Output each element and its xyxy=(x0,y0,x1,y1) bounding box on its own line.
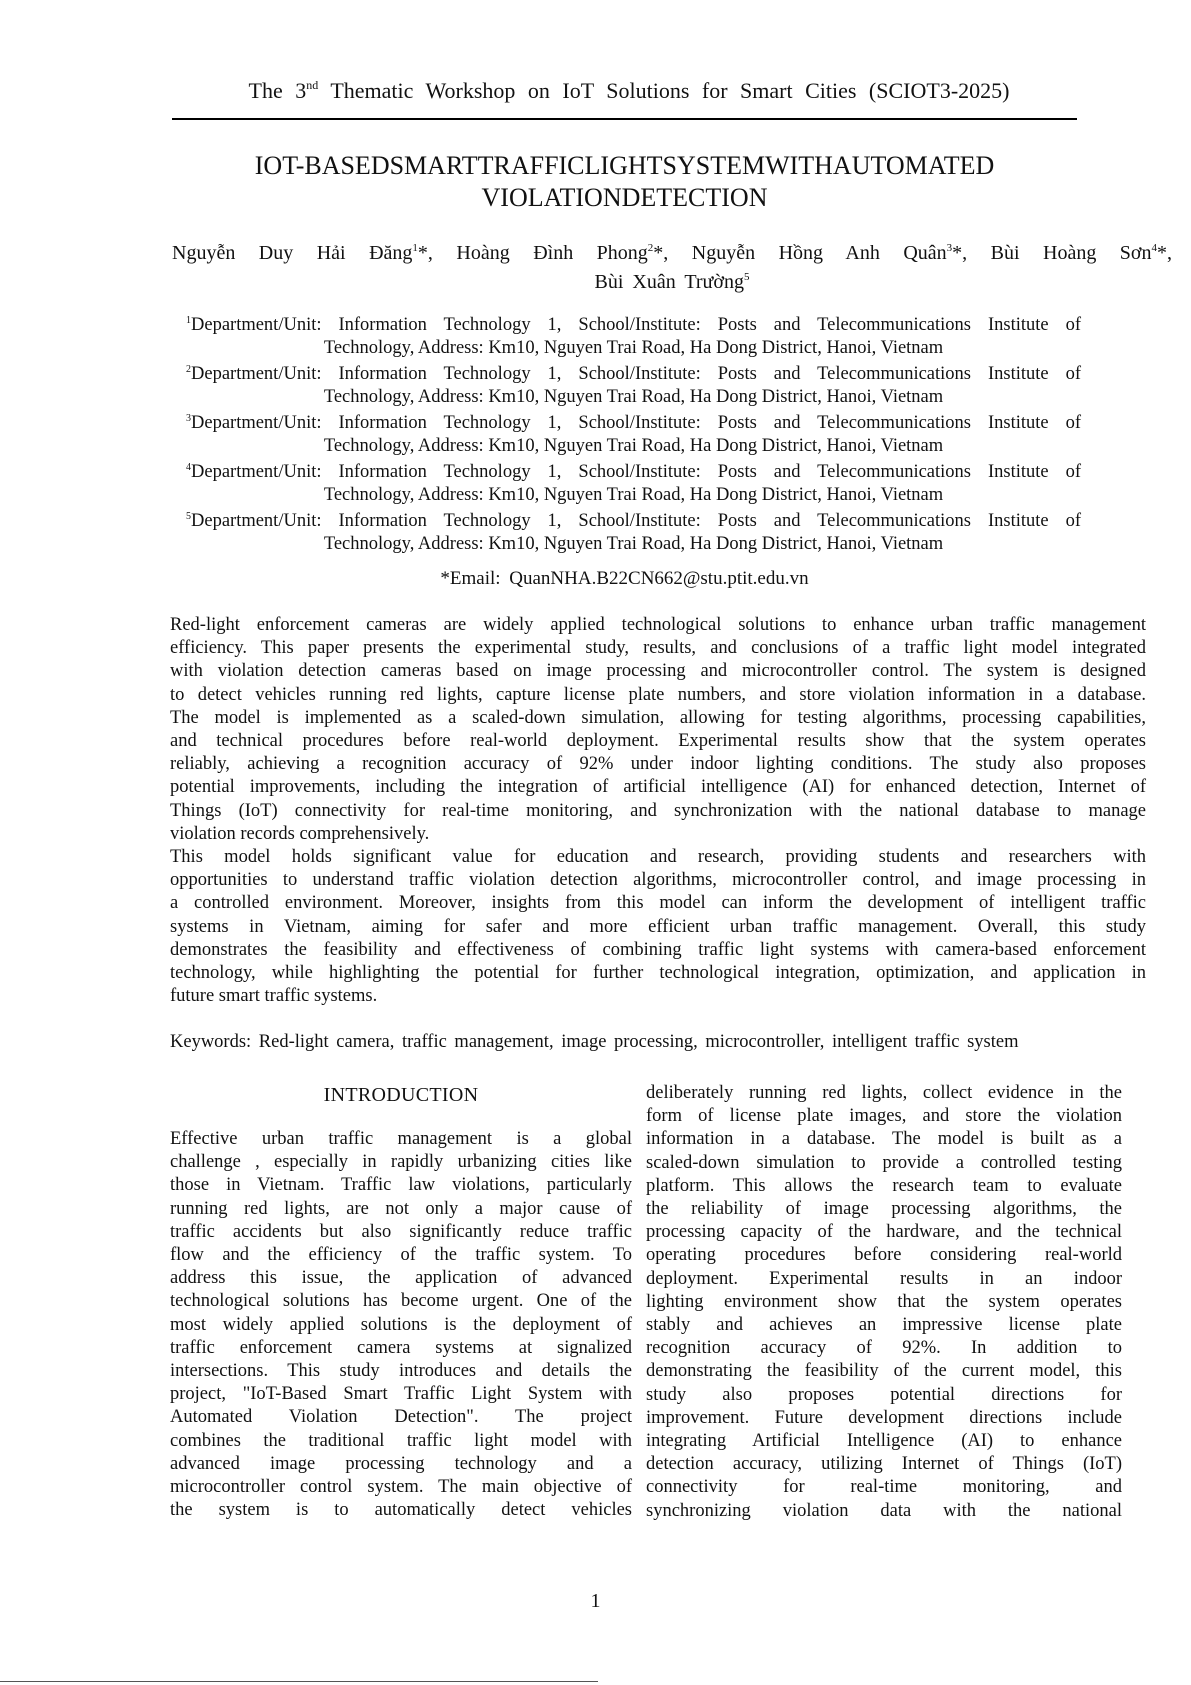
affiliation-line xyxy=(186,359,1081,386)
body-line: combines the traditional traffic light model with xyxy=(170,1430,632,1451)
body-line: stably and achieves an impressive license plate xyxy=(646,1315,1122,1336)
author-name: Nguyễn Hồng Anh Quân xyxy=(691,242,947,264)
body-line: the reliability of image processing algorithms, the xyxy=(646,1199,1122,1220)
abstract-line: This model holds significant value for education and research, providing students and researchers with xyxy=(170,847,1146,868)
body-line: integrating Artificial Intelligence (AI) to enhance xyxy=(646,1431,1122,1452)
paper-title xyxy=(172,150,1077,214)
author-name: Bùi Hoàng Sơn xyxy=(990,242,1152,264)
footnote-divider xyxy=(0,1681,598,1682)
title-line: VIOLATIONDETECTION xyxy=(481,183,768,212)
intro-column-right xyxy=(646,1082,1122,1523)
body-line: deployment. Experimental results in an indoor xyxy=(646,1268,1122,1289)
author-sup: 2 xyxy=(647,242,654,254)
abstract-line: future smart traffic systems. xyxy=(170,986,378,1007)
author-name: Hoàng Đình Phong xyxy=(456,242,648,264)
corresponding-email: *Email: QuanNHA.B22CN662@stu.ptit.edu.vn xyxy=(440,568,809,589)
body-line: traffic enforcement camera systems at signalized xyxy=(170,1337,632,1358)
affiliation-sup: 5 xyxy=(186,511,191,522)
header-text-before: The 3 xyxy=(248,78,307,103)
author-name: Nguyễn Duy Hải Đăng xyxy=(172,242,413,264)
abstract xyxy=(170,614,1146,1008)
affiliation-line: Technology, Address: Km10, Nguyen Trai Road, Ha Dong District, Hanoi, Vietnam xyxy=(323,435,944,456)
body-line: traffic accidents but also significantly reduce traffic xyxy=(170,1221,632,1242)
author-mark: *, xyxy=(1157,242,1172,264)
affiliation-sup: 4 xyxy=(186,462,191,473)
body-line: demonstrating the feasibility of the current model, this xyxy=(646,1361,1122,1382)
section-heading-introduction: INTRODUCTION xyxy=(323,1084,479,1106)
page-number: 1 xyxy=(590,1590,601,1612)
body-line: intersections. This study introduces and details the xyxy=(170,1361,632,1382)
body-line: connectivity for real-time monitoring, and xyxy=(646,1477,1122,1498)
body-line: detection accuracy, utilizing Internet of Things (IoT) xyxy=(646,1454,1122,1475)
author-line xyxy=(172,265,1172,294)
author-mark: *, xyxy=(952,242,991,264)
body-line: those in Vietnam. Traffic law violations, particularly xyxy=(170,1175,632,1196)
author-mark: *, xyxy=(653,242,692,264)
affiliation-line: Technology, Address: Km10, Nguyen Trai Road, Ha Dong District, Hanoi, Vietnam xyxy=(323,533,944,554)
affiliation xyxy=(186,359,1081,408)
affiliation-line xyxy=(186,310,1081,337)
body-line: processing capacity of the hardware, and the technical xyxy=(646,1222,1122,1243)
title-line: IOT-BASEDSMARTTRAFFICLIGHTSYSTEMWITHAUTOMATED xyxy=(254,151,995,180)
body-line: the system is to automatically detect vehicles xyxy=(170,1500,632,1521)
affiliation-line: Technology, Address: Km10, Nguyen Trai Road, Ha Dong District, Hanoi, Vietnam xyxy=(323,484,944,505)
body-line: Automated Violation Detection". The project xyxy=(170,1407,632,1428)
running-header xyxy=(196,78,1062,104)
body-line: recognition accuracy of 92%. In addition to xyxy=(646,1338,1122,1359)
body-line: study also proposes potential directions for xyxy=(646,1384,1122,1405)
author-name: Bùi Xuân Trường xyxy=(594,271,744,293)
body-line: form of license plate images, and store the violation xyxy=(646,1106,1122,1127)
abstract-line: The model is implemented as a scaled-down simulation, allowing for testing algorithms, processing capabilities, xyxy=(170,707,1146,728)
abstract-line: efficiency. This paper presents the experimental study, results, and conclusions of a traffic light model integrated xyxy=(170,638,1146,659)
affiliation-sup: 1 xyxy=(186,315,191,326)
body-line: technological solutions has become urgent. One of the xyxy=(170,1291,632,1312)
affiliation-line xyxy=(186,408,1081,435)
affiliation-line xyxy=(186,506,1081,533)
body-line: scaled-down simulation to provide a controlled testing xyxy=(646,1152,1122,1173)
body-line: lighting environment show that the system operates xyxy=(646,1291,1122,1312)
body-line: project, "IoT-Based Smart Traffic Light System with xyxy=(170,1384,632,1405)
abstract-line: Red-light enforcement cameras are widely applied technological solutions to enhance urban traffic management xyxy=(170,615,1146,635)
abstract-line: a controlled environment. Moreover, insights from this model can inform the development of intelligent traffic xyxy=(170,893,1146,914)
author-line xyxy=(172,236,1172,265)
body-line: running red lights, are not only a major cause of xyxy=(170,1198,632,1219)
body-line: platform. This allows the research team to evaluate xyxy=(646,1175,1122,1196)
header-text-after: Thematic Workshop on IoT Solutions for Smart Cities (SCIOT3-2025) xyxy=(318,78,1010,103)
body-line: most widely applied solutions is the deployment of xyxy=(170,1314,632,1335)
abstract-line: Things (IoT) connectivity for real-time monitoring, and synchronization with the national database to manage xyxy=(170,800,1146,821)
author-sup: 3 xyxy=(946,242,953,254)
affiliation-text: Department/Unit: Information Technology 1, School/Institute: Posts and Telecommunications Institute of xyxy=(191,364,1081,384)
body-line: challenge , especially in rapidly urbanizing cities like xyxy=(170,1152,632,1173)
body-line: advanced image processing technology and a xyxy=(170,1453,632,1474)
intro-column-left xyxy=(170,1082,632,1522)
author-sup: 4 xyxy=(1151,242,1157,254)
author-mark: *, xyxy=(417,242,457,264)
abstract-line: potential improvements, including the integration of artificial intelligence (AI) for enhanced detection, Internet of xyxy=(170,777,1146,798)
affiliation-line xyxy=(186,457,1081,484)
body-line: information in a database. The model is built as a xyxy=(646,1129,1122,1150)
abstract-line: and technical procedures before real-world deployment. Experimental results show that the system operates xyxy=(170,731,1146,752)
abstract-line: reliably, achieving a recognition accuracy of 92% under indoor lighting conditions. The study also proposes xyxy=(170,754,1146,775)
affiliation-line: Technology, Address: Km10, Nguyen Trai Road, Ha Dong District, Hanoi, Vietnam xyxy=(323,386,944,407)
affiliation-text: Department/Unit: Information Technology 1, School/Institute: Posts and Telecommunications Institute of xyxy=(191,462,1081,482)
abstract-line: opportunities to understand traffic violation detection algorithms, microcontroller control, and image processing in xyxy=(170,870,1146,891)
body-line: deliberately running red lights, collect evidence in the xyxy=(646,1083,1122,1103)
body-line: Effective urban traffic management is a global xyxy=(170,1129,632,1149)
affiliation-text: Department/Unit: Information Technology 1, School/Institute: Posts and Telecommunications Institute of xyxy=(191,413,1081,433)
abstract-line: technology, while highlighting the potential for further technological integration, optimization, and application in xyxy=(170,963,1146,984)
affiliation-line: Technology, Address: Km10, Nguyen Trai Road, Ha Dong District, Hanoi, Vietnam xyxy=(323,337,944,358)
affiliation xyxy=(186,506,1081,555)
body-line: flow and the efficiency of the traffic system. To xyxy=(170,1245,632,1266)
abstract-paragraph xyxy=(170,846,1146,1008)
affiliation-sup: 3 xyxy=(186,413,191,424)
body-line: synchronizing violation data with the national xyxy=(646,1500,1122,1521)
abstract-line: to detect vehicles running red lights, capture license plate numbers, and store violation information in a database. xyxy=(170,684,1146,705)
header-divider xyxy=(172,118,1077,120)
abstract-line: systems in Vietnam, aiming for safer and more efficient urban traffic management. Overall, this study xyxy=(170,916,1146,937)
affiliation-list xyxy=(186,310,1081,555)
affiliation xyxy=(186,310,1081,359)
header-ordinal-sup: nd xyxy=(306,78,319,92)
abstract-line: violation records comprehensively. xyxy=(170,823,430,844)
affiliation xyxy=(186,408,1081,457)
body-line: operating procedures before considering real-world xyxy=(646,1245,1122,1266)
abstract-line: demonstrates the feasibility and effectiveness of combining traffic light systems with camera-based enforcement xyxy=(170,939,1146,960)
body-line: improvement. Future development directions include xyxy=(646,1407,1122,1428)
abstract-paragraph xyxy=(170,614,1146,846)
abstract-line: with violation detection cameras based on image processing and microcontroller control. The system is designed xyxy=(170,661,1146,682)
affiliation-text: Department/Unit: Information Technology 1, School/Institute: Posts and Telecommunications Institute of xyxy=(191,315,1081,335)
author-sup: 1 xyxy=(412,242,418,254)
body-line: microcontroller control system. The main objective of xyxy=(170,1477,632,1498)
keywords: Keywords: Red-light camera, traffic management, image processing, microcontroller, intelligent traffic system xyxy=(170,1032,1019,1052)
author-sup: 5 xyxy=(743,271,750,283)
affiliation xyxy=(186,457,1081,506)
body-line: address this issue, the application of advanced xyxy=(170,1268,632,1289)
affiliation-text: Department/Unit: Information Technology 1, School/Institute: Posts and Telecommunications Institute of xyxy=(191,511,1081,531)
affiliation-sup: 2 xyxy=(186,364,191,375)
author-list xyxy=(172,236,1172,294)
